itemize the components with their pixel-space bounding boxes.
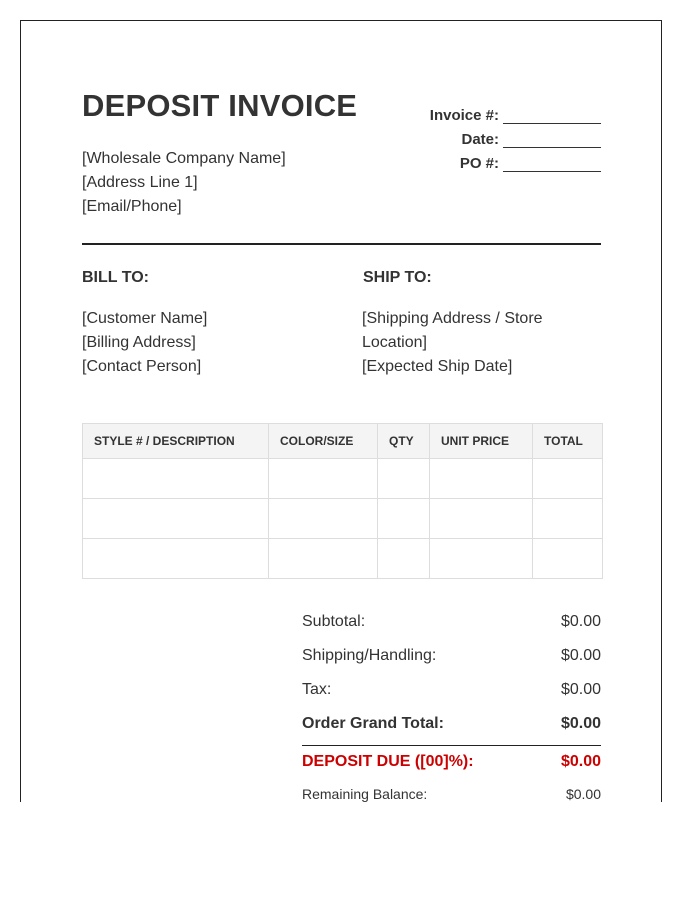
deposit-due-row (302, 745, 601, 779)
table-cell[interactable] (533, 459, 603, 499)
company-address: [Address Line 1] (82, 174, 198, 191)
meta-invoice-number (430, 100, 601, 124)
subtotal-row (302, 605, 601, 639)
bill-to-billing-address: [Billing Address] (82, 334, 196, 351)
deposit-due-value: $0.00 (560, 753, 601, 770)
ship-to-block (362, 307, 543, 379)
col-qty: QTY (378, 424, 430, 459)
tax-label: Tax: (302, 681, 332, 698)
tax-value: $0.00 (560, 681, 601, 698)
table-cell[interactable] (378, 499, 430, 539)
table-header-row (83, 424, 603, 459)
table-cell[interactable] (269, 499, 378, 539)
header-divider (82, 243, 601, 245)
bill-to-heading: BILL TO: (82, 269, 149, 286)
grand-total-label: Order Grand Total: (302, 715, 444, 732)
po-number-field[interactable] (503, 156, 601, 172)
ship-to-heading: SHIP TO: (363, 269, 432, 286)
invoice-page (20, 20, 662, 802)
col-unit-price: UNIT PRICE (430, 424, 533, 459)
bill-to-block (82, 307, 207, 379)
table-cell[interactable] (269, 459, 378, 499)
table-cell[interactable] (430, 499, 533, 539)
shipping-label: Shipping/Handling: (302, 647, 437, 664)
company-info (82, 147, 286, 219)
bill-to-customer-name: [Customer Name] (82, 310, 208, 327)
grand-total-row (302, 707, 601, 741)
company-contact: [Email/Phone] (82, 198, 182, 215)
ship-to-address-line-1: [Shipping Address / Store (362, 310, 543, 327)
invoice-number-label: Invoice #: (429, 107, 499, 124)
table-cell[interactable] (378, 459, 430, 499)
table-cell[interactable] (378, 539, 430, 579)
shipping-row (302, 639, 601, 673)
remaining-balance-row (302, 779, 601, 809)
date-field[interactable] (503, 132, 601, 148)
col-style-description: STYLE # / DESCRIPTION (83, 424, 269, 459)
po-number-label: PO #: (459, 155, 499, 172)
meta-po-number (430, 148, 601, 172)
deposit-due-label: DEPOSIT DUE ([00]%): (302, 753, 474, 770)
remaining-balance-value: $0.00 (565, 786, 601, 802)
table-cell[interactable] (430, 459, 533, 499)
subtotal-value: $0.00 (560, 613, 601, 630)
remaining-balance-label: Remaining Balance: (302, 786, 428, 802)
tax-row (302, 673, 601, 707)
table-row (83, 499, 603, 539)
invoice-meta (430, 100, 601, 172)
subtotal-label: Subtotal: (302, 613, 366, 630)
col-total: TOTAL (533, 424, 603, 459)
invoice-number-field[interactable] (503, 108, 601, 124)
shipping-value: $0.00 (560, 647, 601, 664)
table-cell[interactable] (430, 539, 533, 579)
date-label: Date: (461, 131, 499, 148)
line-items-table (82, 423, 603, 579)
table-row (83, 459, 603, 499)
table-row (83, 539, 603, 579)
invoice-title: DEPOSIT INVOICE (82, 88, 358, 123)
company-name: [Wholesale Company Name] (82, 150, 286, 167)
table-cell[interactable] (533, 539, 603, 579)
table-cell[interactable] (83, 539, 269, 579)
col-color-size: COLOR/SIZE (269, 424, 378, 459)
table-cell[interactable] (269, 539, 378, 579)
table-cell[interactable] (83, 459, 269, 499)
table-cell[interactable] (533, 499, 603, 539)
table-cell[interactable] (83, 499, 269, 539)
ship-to-expected-date: [Expected Ship Date] (362, 358, 513, 375)
bill-to-contact-person: [Contact Person] (82, 358, 202, 375)
grand-total-value: $0.00 (560, 715, 601, 732)
ship-to-address-line-2: Location] (362, 334, 427, 351)
meta-date (430, 124, 601, 148)
totals-block (302, 605, 601, 809)
